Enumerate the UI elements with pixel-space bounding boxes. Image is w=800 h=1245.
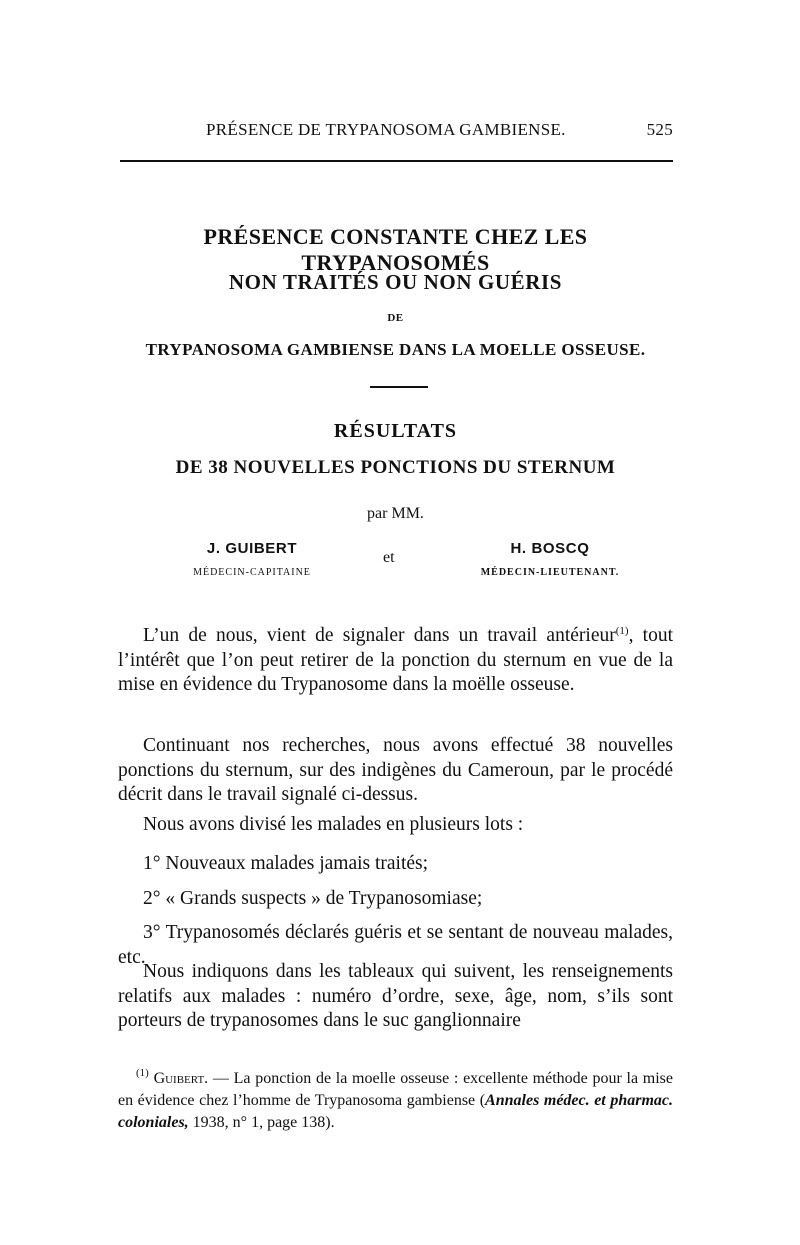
subtitle-line-2: DE 38 NOUVELLES PONCTIONS DU STERNUM — [175, 457, 616, 478]
title-line-1: PRÉSENCE CONSTANTE CHEZ LES TRYPANOSOMÉS — [203, 224, 588, 275]
paragraph-1-text-b: , tout l’intérêt que l’on peut retirer de la ponction du sternum en vue de la mise en évidence du Trypanosome dans la moëlle osseuse. — [118, 625, 673, 696]
paragraph-2-text: Continuant nos recherches, nous avons effectué 38 nouvelles ponctions du sternum, sur des indigènes du Cameroun, par le procédé décrit dans le travail signalé ci-dessus. — [118, 735, 673, 806]
author-2 — [460, 540, 640, 578]
byline: par MM. — [367, 505, 424, 522]
author-conjunction: et — [383, 549, 395, 566]
list-item: 3° Trypanosomés déclarés guéris et se sentant de nouveau malades, etc. — [118, 922, 673, 968]
author-1 — [172, 540, 332, 578]
footnote-author: Guibert. — [153, 1070, 209, 1087]
running-head — [118, 116, 673, 144]
running-title: PRÉSENCE DE TRYPANOSOMA GAMBIENSE. — [206, 120, 566, 139]
author-1-rank: MÉDECIN-CAPITAINE — [193, 567, 311, 578]
paragraph-4-text: Nous indiquons dans les tableaux qui suivent, les renseignements relatifs aux malades : numéro d’ordre, sexe, âge, nom, s’ils sont porteurs de trypanosomes dans le suc ganglionnaire — [118, 961, 673, 1032]
footnote — [118, 1068, 673, 1134]
subtitle-line-1: RÉSULTATS — [333, 420, 458, 442]
footnote-reference: (1) — [615, 625, 629, 637]
header-rule — [120, 160, 673, 162]
title-line-4: TRYPANOSOMA GAMBIENSE DANS LA MOELLE OSSEUSE. — [145, 340, 646, 359]
footnote-text-a: — La ponction de la moelle osseuse : excellente méthode pour la mise en évidence chez l’homme de Trypanosoma gambiense ( — [118, 1070, 674, 1109]
title-line-2: NON TRAITÉS OU NON GUÉRIS — [228, 270, 563, 294]
numbered-list — [118, 846, 673, 970]
paragraph-4 — [118, 960, 673, 1034]
paragraph-1 — [118, 624, 673, 698]
title-line-3: DE — [387, 312, 404, 324]
list-item: 2° « Grands suspects » de Trypanosomiase; — [143, 888, 483, 909]
author-2-rank: MÉDECIN-LIEUTENANT. — [480, 567, 620, 578]
title-divider — [370, 386, 428, 388]
paragraph-3-text: Nous avons divisé les malades en plusieurs lots : — [143, 814, 524, 835]
footnote-text-b: 1938, n° 1, page 138). — [188, 1114, 335, 1131]
page-number: 525 — [646, 120, 673, 139]
author-2-name: H. BOSCQ — [510, 540, 590, 557]
footnote-marker: (1) — [136, 1067, 149, 1079]
author-1-name: J. GUIBERT — [206, 540, 298, 557]
footnote-journal: Annales médec. et pharmac. coloniales, — [118, 1092, 673, 1131]
paragraph-3 — [118, 813, 673, 838]
list-item: 1° Nouveaux malades jamais traités; — [143, 853, 429, 874]
paragraph-2 — [118, 734, 673, 808]
document-page — [118, 0, 673, 1245]
paragraph-1-text-a: L’un de nous, vient de signaler dans un travail antérieur — [143, 625, 616, 646]
